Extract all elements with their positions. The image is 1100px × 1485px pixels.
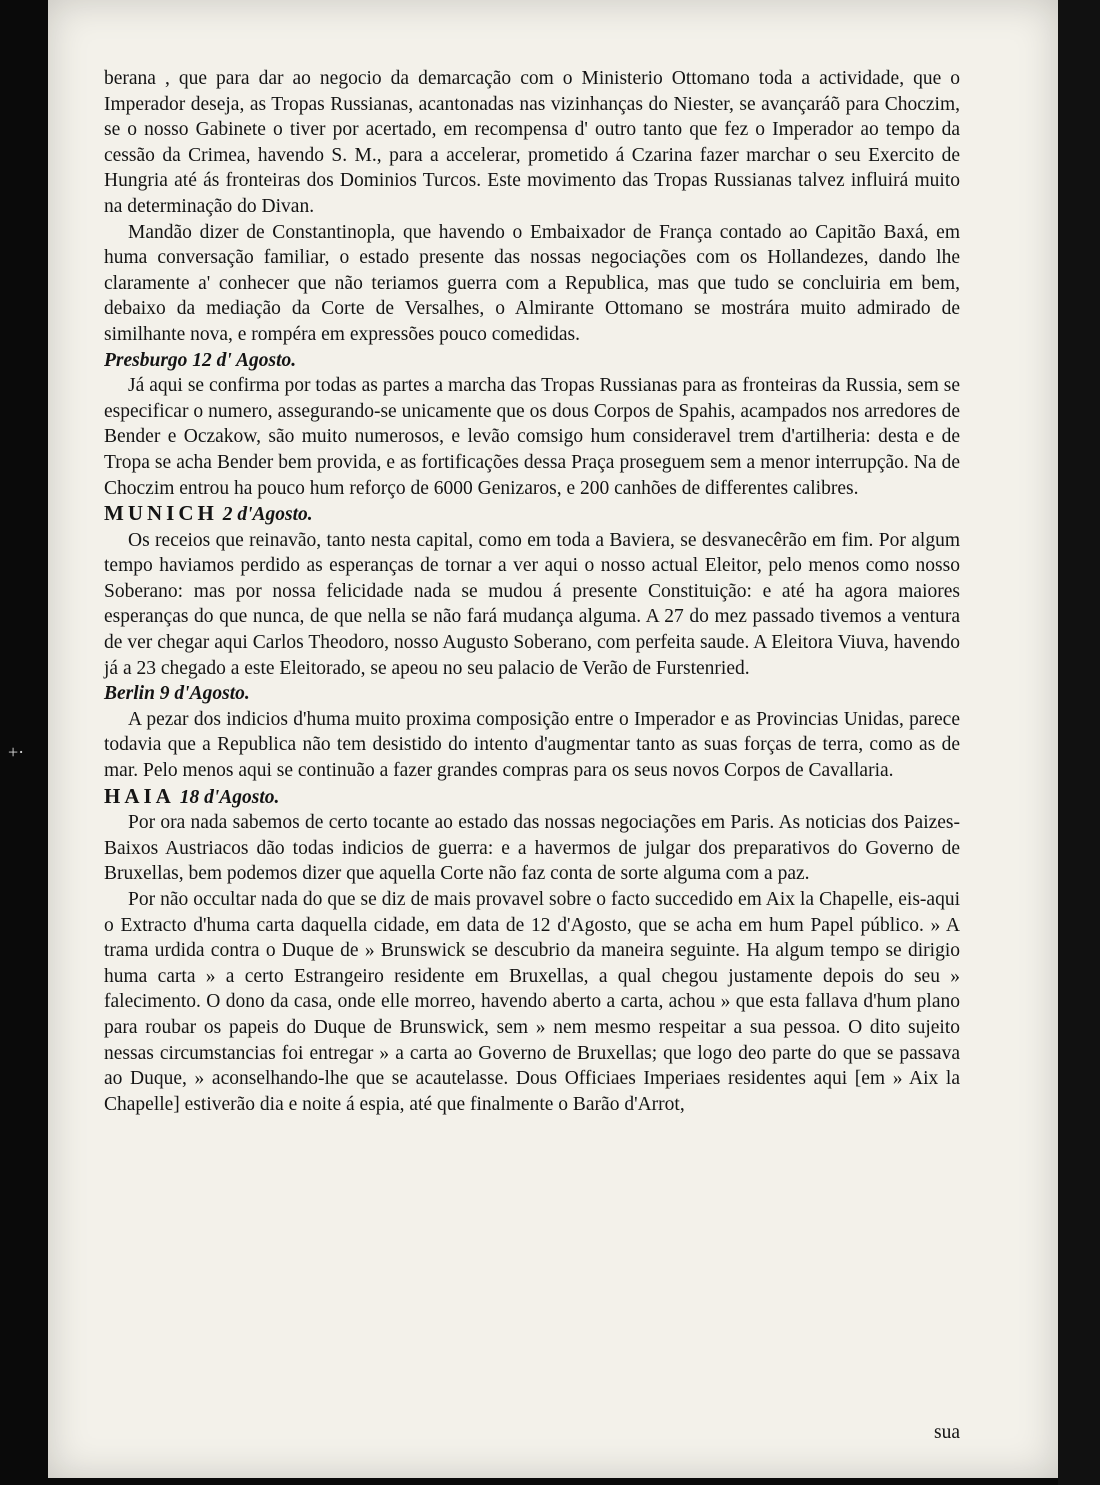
dateline-haia	[104, 784, 960, 811]
paragraph-5: A pezar dos indicios d'huma muito proxima composição entre o Imperador e as Provincias Unidas, parece todavia que a Republica não tem desistido do intento d'augmentar tanto as suas forças de terra, como as de mar. Pelo menos aqui se continuão a fazer grandes compras para os seus novos Corpos de Cavallaria.	[104, 708, 960, 782]
dateline-berlin	[104, 681, 960, 707]
dateline-place: HAIA	[104, 783, 175, 808]
dateline-text: 18 d'Agosto.	[179, 786, 280, 808]
catchword: sua	[934, 1422, 960, 1443]
dateline-munich	[104, 501, 960, 528]
scan-edge	[1058, 0, 1100, 1485]
dateline-text: Presburgo 12 d' Agosto.	[104, 349, 297, 371]
paragraph-6: Por ora nada sabemos de certo tocante ao estado das nossas negociações em Paris. As noticias dos Paizes-Baixos Austriacos dão todas indicios de guerra: e a havermos de julgar dos preparativos do Governo de Bruxellas, bem podemos dizer que aquella Corte não faz conta de sorte alguma com a paz.	[104, 812, 960, 885]
paragraph-4: Os receios que reinavão, tanto nesta capital, como em toda a Baviera, se desvanecêrão em fim. Por algum tempo haviamos perdido as esperanças de tornar a ver aqui o nosso actual Eleitor, pelo menos como nosso Soberano: mas por nossa felicidade nada se mudou á presente Constituição: e até ha agora maiores esperanças do que nunca, de que nella se não fará mudança alguma. A 27 do mez passado tivemos a ventura de ver chegar aqui Carlos Theodoro, nosso Augusto Soberano, com perfeita saude. A Eleitora Viuva, havendo já a 23 chegado a este Eleitorado, se apeou no seu palacio de Verão de Furstenried.	[104, 529, 960, 679]
document-body	[104, 66, 960, 1117]
paragraph-3: Já aqui se confirma por todas as partes a marcha das Tropas Russianas para as fronteiras da Russia, sem se especificar o numero, assegurando-se unicamente que os dous Corpos de Spahis, acampados nos arredores de Bender e Oczakow, são muito numerosos, e levão comsigo hum consideravel trem d'artilheria: desta e de Tropa se acha Bender bem provida, e as fortificações dessa Praça proseguem sem a menor interrupção. Na de Choczim entrou ha pouco hum reforço de 6000 Genizaros, e 200 canhões de differentes calibres.	[104, 375, 960, 499]
dateline-presburgo	[104, 348, 960, 374]
paragraph-7: Por não occultar nada do que se diz de mais provavel sobre o facto succedido em Aix la Chapelle, eis-aqui o Extracto d'huma carta daquella cidade, em data de 12 d'Agosto, que se acha em hum Papel público. » A trama urdida contra o Duque de » Brunswick se descubrio da maneira seguinte. Ha algum tempo se dirigio huma carta » a certo Estrangeiro residente em Bruxellas, a qual chegou justamente depois do seu » falecimento. O dono da casa, onde elle morreo, havendo aberto a carta, achou » que esta fallava d'hum plano para roubar os papeis do Duque de Brunswick, sem » nem mesmo respeitar a sua pessoa. O dito sujeito nessas circumstancias foi entregar » a carta ao Governo de Bruxellas; que logo deo parte do que se passava ao Duque, » aconselhando-lhe que se acautelasse. Dous Officiaes Imperiaes residentes aqui [em » Aix la Chapelle] estiverão dia e noite á espia, até que finalmente o Barão d'Arrot,	[104, 889, 960, 1115]
dateline-place: MUNICH	[104, 501, 218, 526]
margin-mark: +·	[8, 742, 25, 762]
paragraph-2: Mandão dizer de Constantinopla, que havendo o Embaixador de França contado ao Capitão Baxá, em huma conversação familiar, o estado presente das nossas negociações com os Hollandezes, dando lhe claramente a' conhecer que não teriamos guerra com a Republica, mas que tudo se concluiria em bem, debaixo da mediação da Corte de Versalhes, o Almirante Ottomano se mostrára muito admirado de similhante nova, e rompéra em expressões pouco comedidas.	[104, 221, 960, 345]
paragraph-1: berana , que para dar ao negocio da demarcação com o Ministerio Ottomano toda a actividade, que o Imperador deseja, as Tropas Russianas, acantonadas nas vizinhanças do Niester, se avançaráõ para Choczim, se o nosso Gabinete o tiver por acertado, em recompensa d' outro tanto que fez o Imperador ao tempo da cessão da Crimea, havendo S. M., para a accelerar, prometido á Czarina fazer marchar o seu Exercito de Hungria até ás fronteiras dos Dominios Turcos. Este movimento das Tropas Russianas talvez influirá muito na determinação do Divan.	[104, 68, 960, 217]
dateline-text: 2 d'Agosto.	[222, 504, 313, 526]
dateline-text: Berlin 9 d'Agosto.	[104, 683, 250, 705]
